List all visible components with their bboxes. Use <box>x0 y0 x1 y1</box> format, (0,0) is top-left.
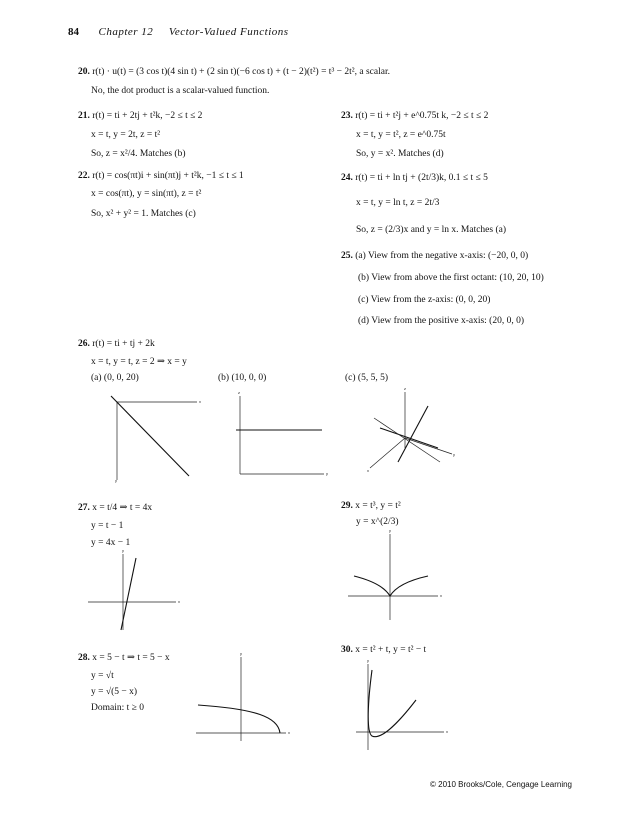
page-header <box>68 26 289 38</box>
problem-text: r(t) · u(t) = (3 cos t)(4 sin t) + (2 sin t)(−6 cos t) + (t − 2)(t²) = t³ − 2t², a scalar. <box>92 67 390 77</box>
x-axis-label: x <box>288 730 290 735</box>
problem-number: 26. <box>78 339 90 349</box>
problem-27 <box>78 502 152 514</box>
problem-text: x = 5 − t ⇒ t = 5 − x <box>92 653 170 663</box>
copyright-footer: © 2010 Brooks/Cole, Cengage Learning <box>430 780 572 789</box>
x-axis-label: x <box>178 599 180 604</box>
problem-24-line2: x = t, y = ln t, z = 2t/3 <box>356 198 440 208</box>
problem-22-line3: So, x² + y² = 1. Matches (c) <box>91 209 196 219</box>
problem-26 <box>78 338 155 350</box>
problem-26-a: (a) (0, 0, 20) <box>91 373 139 383</box>
problem-text: x = t³, y = t² <box>355 501 401 511</box>
problem-number: 24. <box>341 173 353 183</box>
problem-number: 22. <box>78 171 90 181</box>
problem-text: r(t) = cos(πt)i + sin(πt)j + t²k, −1 ≤ t ≤ 1 <box>92 171 244 181</box>
problem-24-line3: So, z = (2/3)x and y = ln x. Matches (a) <box>356 225 507 235</box>
y-axis-label: y <box>453 452 455 457</box>
problem-25-b: (b) View from above the first octant: (10, 20, 10) <box>358 273 544 283</box>
problem-text: r(t) = ti + 2tj + t²k, −2 ≤ t ≤ 2 <box>92 111 203 121</box>
graph-28 <box>196 651 296 745</box>
problem-24 <box>341 172 488 184</box>
problem-text: r(t) = ti + tj + 2k <box>92 339 155 349</box>
problem-text: r(t) = ti + t²j + e^0.75t k, −2 ≤ t ≤ 2 <box>355 111 489 121</box>
graph-29 <box>348 530 448 622</box>
problem-21-line3: So, z = x²/4. Matches (b) <box>91 149 186 159</box>
problem-26-c: (c) (5, 5, 5) <box>345 373 388 383</box>
problem-number: 29. <box>341 501 353 511</box>
problem-20 <box>78 66 390 78</box>
x-axis-label: x <box>199 399 201 404</box>
y-axis-label: y <box>367 658 369 663</box>
problem-28-line2: y = √t <box>91 671 114 681</box>
graph-26c <box>360 388 460 482</box>
problem-23 <box>341 110 488 122</box>
problem-23-line2: x = t, y = t², z = e^0.75t <box>356 130 446 140</box>
problem-25-c: (c) View from the z-axis: (0, 0, 20) <box>358 295 491 305</box>
problem-number: 21. <box>78 111 90 121</box>
y-axis-label: y <box>326 471 328 476</box>
problem-23-line3: So, y = x². Matches (d) <box>356 149 444 159</box>
problem-number: 23. <box>341 111 353 121</box>
problem-22-line2: x = cos(πt), y = sin(πt), z = t² <box>91 189 202 199</box>
x-axis-label: x <box>367 468 369 473</box>
z-axis-label: z <box>238 390 240 395</box>
problem-29 <box>341 500 401 512</box>
problem-25-d: (d) View from the positive x-axis: (20, 0, 0) <box>358 316 524 326</box>
problem-number: 27. <box>78 503 90 513</box>
problem-27-line2: y = t − 1 <box>91 521 124 531</box>
problem-29-line2: y = x^(2/3) <box>356 517 399 527</box>
problem-26-b: (b) (10, 0, 0) <box>218 373 267 383</box>
problem-text: x = t² + t, y = t² − t <box>355 645 427 655</box>
y-axis-label: y <box>115 478 117 483</box>
x-axis-label: x <box>446 729 448 734</box>
problem-21-line2: x = t, y = 2t, z = t² <box>91 130 161 140</box>
problem-number: 20. <box>78 67 90 77</box>
problem-28-line4: Domain: t ≥ 0 <box>91 703 144 713</box>
problem-22 <box>78 170 244 182</box>
problem-28-line3: y = √(5 − x) <box>91 687 138 697</box>
problem-number: 28. <box>78 653 90 663</box>
graph-27 <box>88 548 188 632</box>
z-axis-label: z <box>404 386 406 391</box>
problem-text: r(t) = ti + ln tj + (2t/3)k, 0.1 ≤ t ≤ 5 <box>355 173 488 183</box>
problem-27-line3: y = 4x − 1 <box>91 538 131 548</box>
page-number: 84 <box>68 26 79 38</box>
problem-26-line2: x = t, y = t, z = 2 ⇒ x = y <box>91 357 187 367</box>
problem-number: 25. <box>341 251 353 261</box>
problem-number: 30. <box>341 645 353 655</box>
problem-text: (a) View from the negative x-axis: (−20, 0, 0) <box>355 251 529 261</box>
x-axis-label: x <box>440 593 442 598</box>
graph-26a <box>105 390 205 482</box>
y-axis-label: y <box>389 528 391 533</box>
y-axis-label: y <box>240 651 242 656</box>
problem-20-note: No, the dot product is a scalar-valued function. <box>91 86 270 96</box>
problem-30 <box>341 644 426 656</box>
problem-21 <box>78 110 202 122</box>
graph-30 <box>356 660 456 752</box>
problem-28 <box>78 652 170 664</box>
graph-26b <box>232 392 332 482</box>
chapter-title: Vector-Valued Functions <box>168 26 289 38</box>
chapter-label: Chapter 12 <box>98 26 154 38</box>
problem-25 <box>341 250 528 262</box>
y-axis-label: y <box>122 548 124 553</box>
problem-text: x = t/4 ⇒ t = 4x <box>92 503 153 513</box>
